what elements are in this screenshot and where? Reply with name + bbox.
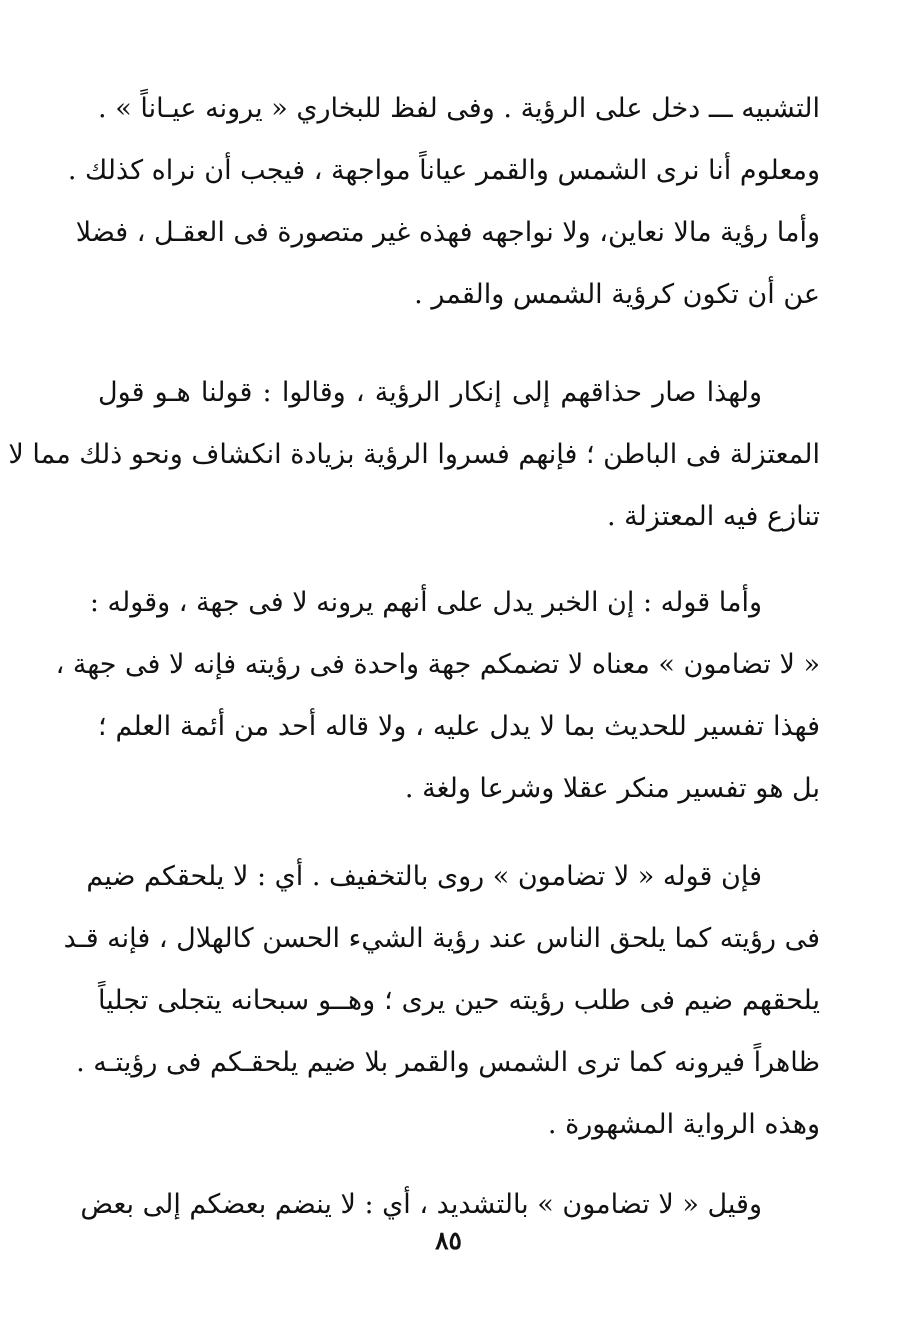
text-line: وهذه الرواية المشهورة . xyxy=(547,1109,820,1140)
text-line: فإن قوله « لا تضامون » روى بالتخفيف . أي : لا يلحقكم ضيم xyxy=(86,861,762,892)
page-body xyxy=(8,78,820,1236)
text-line: تنازع فيه المعتزلة . xyxy=(606,501,820,532)
text-line: وقيل « لا تضامون » بالتشديد ، أي : لا ينضم بعضكم إلى بعض xyxy=(80,1189,762,1220)
text-line: بل هو تفسير منكر عقلا وشرعا ولغة . xyxy=(404,773,820,804)
text-line: التشبيه ـــ دخل على الرؤية . وفى لفظ للبخاري « يرونه عيـاناً » . xyxy=(98,93,820,124)
text-line: وأما رؤية مالا نعاين، ولا نواجهه فهذه غير متصورة فى العقـل ، فضلا xyxy=(75,217,820,248)
text-line: ومعلوم أنا نرى الشمس والقمر عياناً مواجهة ، فيجب أن نراه كذلك . xyxy=(67,155,820,186)
paragraph-2 xyxy=(8,362,820,548)
text-line: يلحقهم ضيم فى طلب رؤيته حين يرى ؛ وهــو سبحانه يتجلى تجلياً xyxy=(98,985,820,1016)
text-line: وأما قوله : إن الخبر يدل على أنهم يرونه لا فى جهة ، وقوله : xyxy=(89,587,762,618)
paragraph-3 xyxy=(55,572,820,820)
text-line: فى رؤيته كما يلحق الناس عند رؤية الشيء الحسن كالهلال ، فإنه قـد xyxy=(63,923,820,954)
paragraph-1 xyxy=(67,78,820,326)
paragraph-4 xyxy=(63,846,820,1156)
page-number: ٨٥ xyxy=(435,1226,462,1255)
text-line: « لا تضامون » معناه لا تضمكم جهة واحدة فى رؤيته فإنه لا فى جهة ، xyxy=(55,649,820,680)
text-line: المعتزلة فى الباطن ؛ فإنهم فسروا الرؤية بزيادة انكشاف ونحو ذلك مما لا xyxy=(8,439,820,470)
text-line: ولهذا صار حذاقهم إلى إنكار الرؤية ، وقالوا : قولنا هـو قول xyxy=(98,377,762,408)
text-line: عن أن تكون كرؤية الشمس والقمر . xyxy=(414,279,820,310)
text-line: فهذا تفسير للحديث بما لا يدل عليه ، ولا قاله أحد من أئمة العلم ؛ xyxy=(98,711,820,742)
text-line: ظاهراً فيرونه كما ترى الشمس والقمر بلا ضيم يلحقـكم فى رؤيتـه . xyxy=(76,1047,820,1078)
